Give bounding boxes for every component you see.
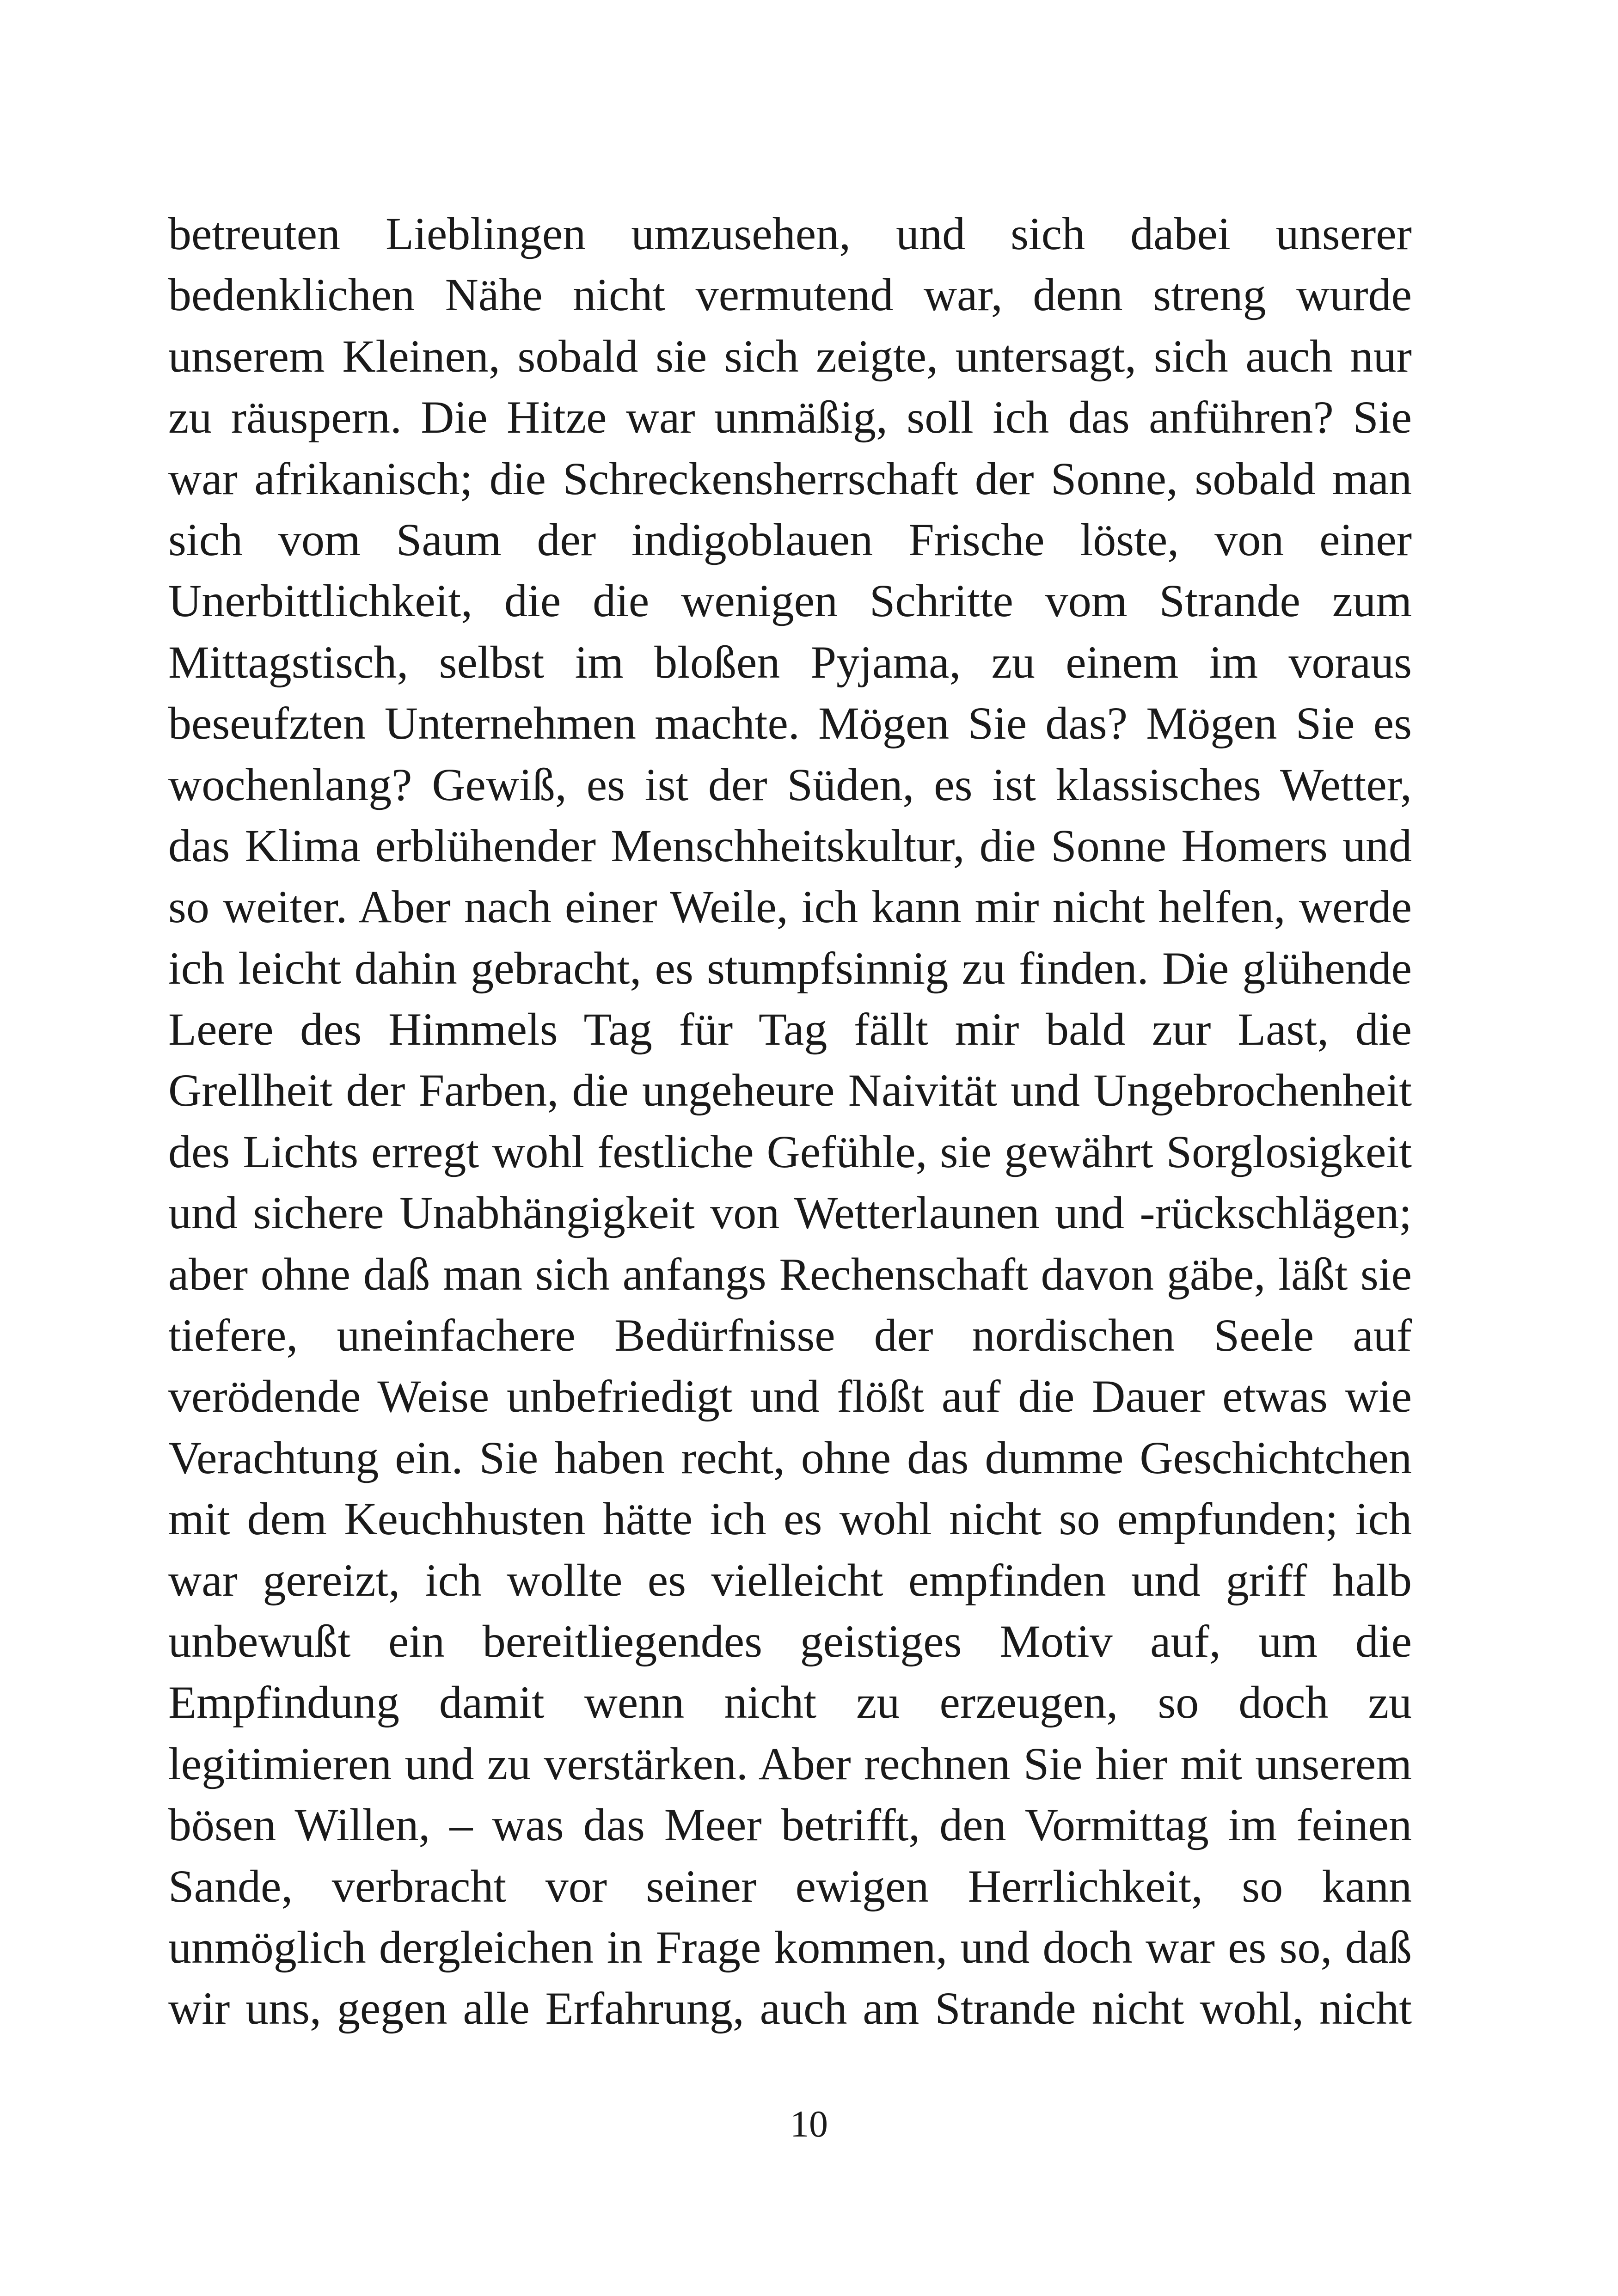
text-line: unmöglich dergleichen in Frage kommen, und doch war es so, daß xyxy=(168,1921,1412,1973)
text-line: Empfindung damit wenn nicht zu erzeugen, so doch zu xyxy=(168,1677,1412,1728)
text-line: Sande, verbracht vor seiner ewigen Herrlichkeit, so kann xyxy=(168,1860,1412,1912)
text-line: wochenlang? Gewiß, es ist der Süden, es ist klassisches Wetter, xyxy=(168,759,1412,810)
text-line: so weiter. Aber nach einer Weile, ich kann mir nicht helfen, werde xyxy=(168,881,1412,933)
text-line: des Lichts erregt wohl festliche Gefühle, sie gewährt Sorglosigkeit xyxy=(168,1126,1412,1177)
text-line: tiefere, uneinfachere Bedürfnisse der nordischen Seele auf xyxy=(168,1310,1412,1361)
page-number: 10 xyxy=(790,2103,828,2145)
text-line: ich leicht dahin gebracht, es stumpfsinnig zu finden. Die glühende xyxy=(168,942,1412,994)
text-line: das Klima erblühender Menschheitskultur, die Sonne Homers und xyxy=(168,820,1412,871)
text-line: sich vom Saum der indigoblauen Frische löste, von einer xyxy=(168,514,1412,565)
text-line: verödende Weise unbefriedigt und flößt auf die Dauer etwas wie xyxy=(168,1371,1412,1422)
text-line: beseufzten Unternehmen machte. Mögen Sie das? Mögen Sie es xyxy=(168,698,1412,749)
text-line: Verachtung ein. Sie haben recht, ohne das dumme Geschichtchen xyxy=(168,1432,1412,1483)
text-line: Unerbittlichkeit, die die wenigen Schritte vom Strande zum xyxy=(168,575,1412,627)
text-line: Leere des Himmels Tag für Tag fällt mir bald zur Last, die xyxy=(168,1004,1412,1055)
text-line: betreuten Lieblingen umzusehen, und sich dabei unserer xyxy=(168,208,1412,259)
text-line: legitimieren und zu verstärken. Aber rechnen Sie hier mit unserem xyxy=(168,1738,1412,1789)
text-line: Mittagstisch, selbst im bloßen Pyjama, zu einem im voraus xyxy=(168,636,1412,688)
text-line: und sichere Unabhängigkeit von Wetterlaunen und -rückschlägen; xyxy=(168,1187,1412,1239)
text-line: Grellheit der Farben, die ungeheure Naivität und Ungebrochenheit xyxy=(168,1065,1412,1116)
text-line: aber ohne daß man sich anfangs Rechenschaft davon gäbe, läßt sie xyxy=(168,1248,1412,1300)
body-text xyxy=(168,203,1412,2039)
text-line: unbewußt ein bereitliegendes geistiges Motiv auf, um die xyxy=(168,1615,1412,1667)
text-line: zu räuspern. Die Hitze war unmäßig, soll ich das anführen? Sie xyxy=(168,392,1412,443)
text-line: mit dem Keuchhusten hätte ich es wohl nicht so empfunden; ich xyxy=(168,1493,1412,1545)
text-line: war gereizt, ich wollte es vielleicht empfinden und griff halb xyxy=(168,1554,1412,1606)
text-line: wir uns, gegen alle Erfahrung, auch am Strande nicht wohl, nicht xyxy=(168,1983,1412,2034)
text-line: bösen Willen, – was das Meer betrifft, den Vormittag im feinen xyxy=(168,1799,1412,1851)
text-line: unserem Kleinen, sobald sie sich zeigte, untersagt, sich auch nur xyxy=(168,330,1412,382)
text-line: bedenklichen Nähe nicht vermutend war, denn streng wurde xyxy=(168,269,1412,321)
text-line: war afrikanisch; die Schreckensherrschaft der Sonne, sobald man xyxy=(168,453,1412,504)
